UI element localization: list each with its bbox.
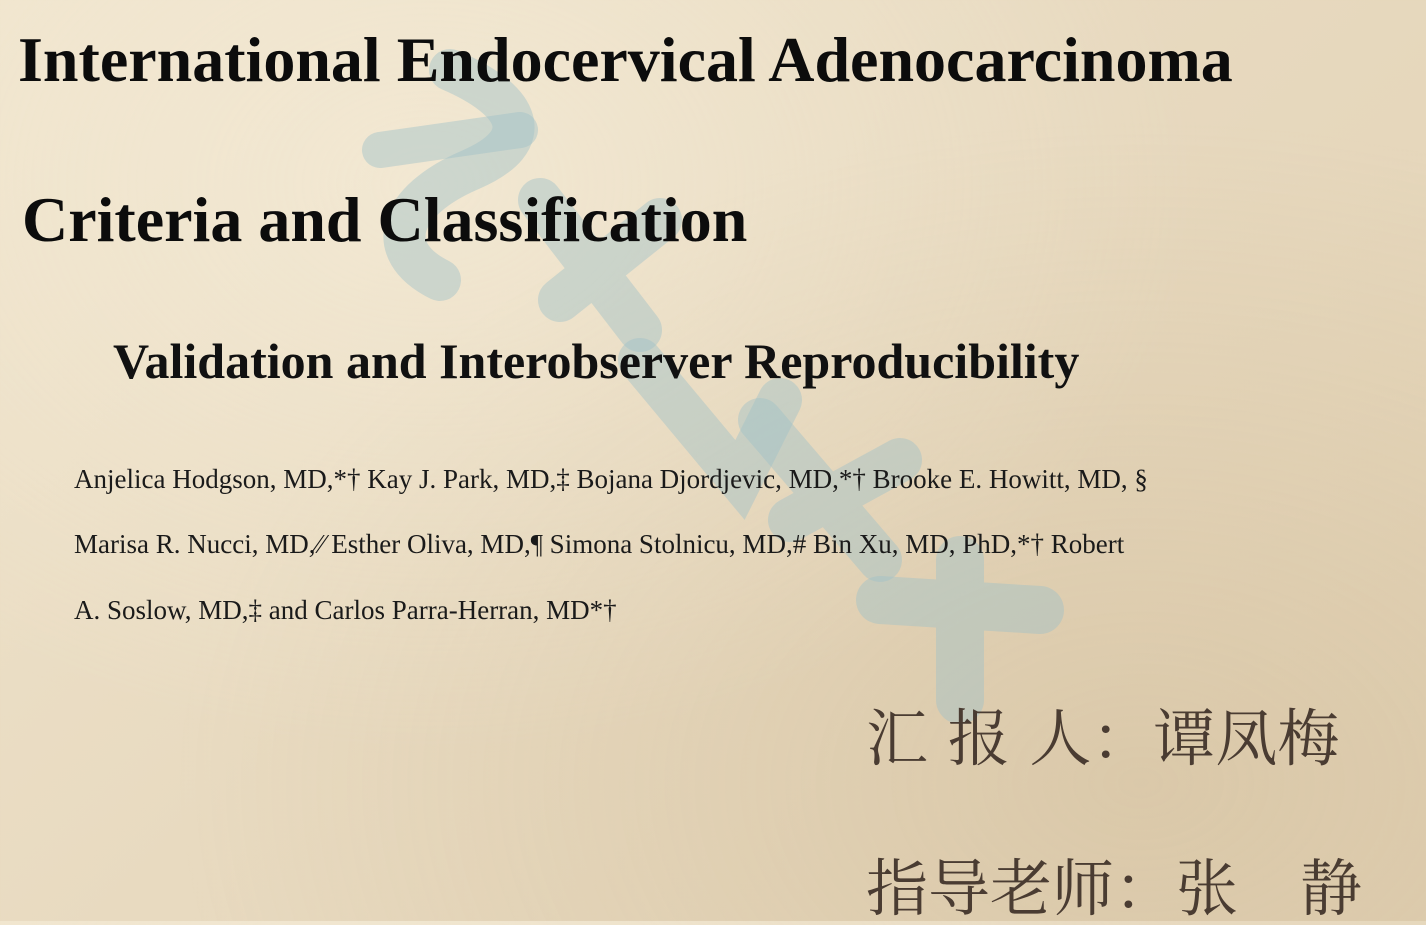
title-line-2: Criteria and Classification [22, 184, 748, 255]
authors-line-2: Marisa R. Nucci, MD,⁄⁄ Esther Oliva, MD,¶ Simona Stolnicu, MD,# Bin Xu, MD, PhD,*† Robert [74, 529, 1125, 559]
title-line-1: International Endocervical Adenocarcinoma [18, 24, 1233, 95]
authors-line-3: A. Soslow, MD,‡ and Carlos Parra-Herran, MD*† [74, 595, 617, 625]
subtitle: Validation and Interobserver Reproducibility [113, 333, 1080, 389]
presenter-reporter: 汇 报 人：谭凤梅 [866, 702, 1340, 775]
presenter-advisor: 指导老师：张 静 [866, 852, 1363, 925]
authors-line-1: Anjelica Hodgson, MD,*† Kay J. Park, MD,‡ Bojana Djordjevic, MD,*† Brooke E. Howitt, MD, § [74, 464, 1148, 494]
